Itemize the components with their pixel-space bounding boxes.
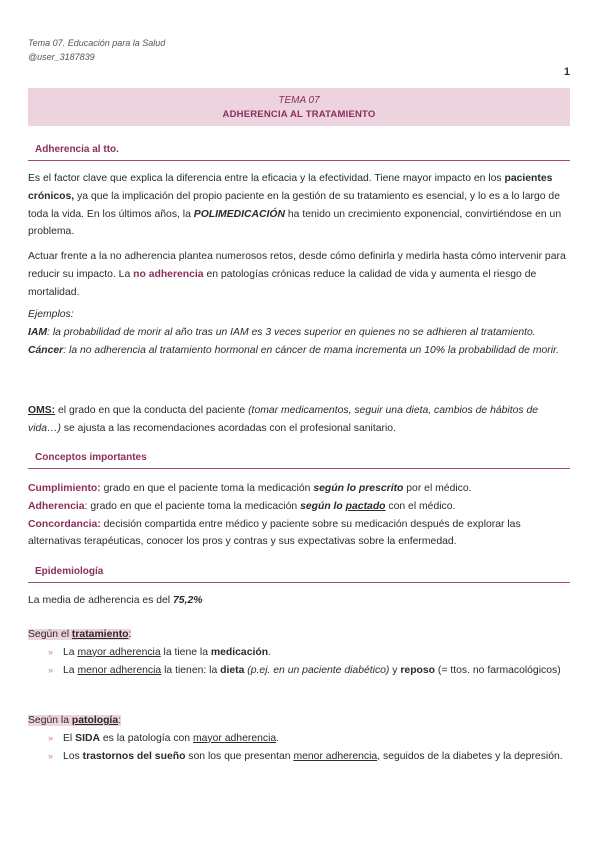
by-treatment-label: Según el tratamiento: — [28, 629, 132, 640]
example-cancer: Cáncer: la no adherencia al tratamiento hormonal en cáncer de mama incrementa un 10% la probabilidad de morir. — [28, 344, 559, 356]
mean-adherence: La media de adherencia es del 75,2% — [28, 595, 203, 606]
section-heading-adherencia: Adherencia al tto. — [28, 144, 570, 161]
by-pathology-label: Según la patología: — [28, 715, 121, 726]
example-iam: IAM: la probabilidad de morir al año tras un IAM es 3 veces superior en quienes no se adhieren al tratamiento. — [28, 326, 536, 338]
list-item: » La menor adherencia la tienen: la dieta (p.ej. en un paciente diabético) y reposo (= ttos. no farmacológicos) — [48, 664, 561, 676]
by-pathology-block — [28, 712, 572, 765]
concepts-list — [28, 480, 572, 551]
list-item: » La mayor adherencia la tiene la medicación. — [48, 646, 271, 658]
paragraph-challenges: Actuar frente a la no adherencia plantea numerosos retos, desde cómo definirla y medirla hasta cómo intervenir para reducir su impacto. La no adherencia en patologías crónicas reduce la calidad de vida y aumenta el riesgo de mortalidad. — [28, 251, 566, 298]
page-number: 1 — [563, 66, 570, 78]
concept-cumplimiento: Cumplimiento: grado en que el paciente toma la medicación según lo prescrito por el médico. — [28, 483, 472, 494]
topic-number: TEMA 07 — [278, 95, 320, 106]
by-treatment-block — [28, 626, 572, 679]
subject-label: Tema 07. Educación para la Salud — [28, 38, 166, 48]
paragraph-intro: Es el factor clave que explica la diferencia entre la eficacia y la efectividad. Tiene mayor impacto en los pacientes crónicos, ya que la implicación del propio paciente en la gestión de su tratamiento es esencial, y lo es a lo largo de toda la vida. En los últimos años, la POLIMEDICACIÓN ha tenido un crecimiento exponencial, convirtiéndose en un problema. — [28, 173, 562, 238]
examples-label: Ejemplos: — [28, 309, 74, 320]
user-label: @user_3187839 — [28, 52, 95, 62]
title-banner — [28, 88, 570, 126]
list-item: » Los trastornos del sueño son los que presentan menor adherencia, seguidos de la diabetes y la depresión. — [48, 750, 563, 762]
section-heading-epidemiologia: Epidemiología — [28, 566, 570, 583]
concept-adherencia: Adherencia: grado en que el paciente toma la medicación según lo pactado con el médico. — [28, 500, 456, 512]
document-header — [28, 36, 165, 64]
section-heading-conceptos: Conceptos importantes — [28, 452, 570, 469]
concept-concordancia: Concordancia: decisión compartida entre médico y paciente sobre su medicación después de explorar las alternativas terapéuticas, conocer los pros y contras y sus expectativas sobre la enfermedad. — [28, 518, 521, 548]
topic-title: ADHERENCIA AL TRATAMIENTO — [222, 109, 376, 120]
examples-block — [28, 306, 572, 359]
paragraph-oms: OMS: el grado en que la conducta del paciente (tomar medicamentos, seguir una dieta, cambios de hábitos de vida…) se ajusta a las recomendaciones acordadas con el profesional sanitario. — [28, 405, 539, 434]
list-item: » El SIDA es la patología con mayor adherencia. — [48, 732, 280, 744]
